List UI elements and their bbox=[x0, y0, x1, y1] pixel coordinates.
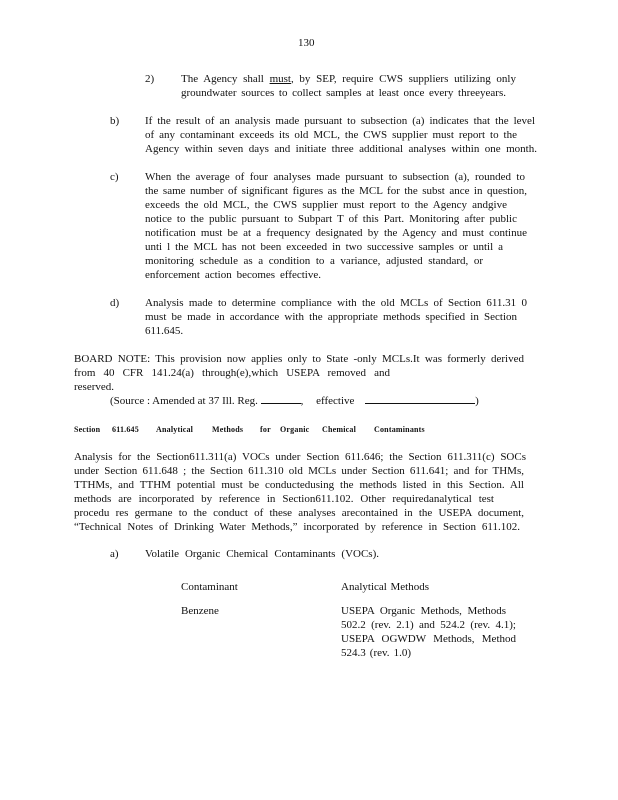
item-c-line-5: notification must be at a frequency designated by the Agency and must continue bbox=[145, 227, 527, 239]
item-d-label: d) bbox=[110, 297, 120, 309]
item-2-label: 2) bbox=[145, 73, 155, 85]
table-header-methods: Analytical Methods bbox=[341, 581, 429, 593]
item-b-line-1: If the result of an analysis made pursuant to subsection (a) indicates that the level bbox=[145, 115, 535, 127]
table-row-benzene-method-4: 524.3 (rev. 1.0) bbox=[341, 647, 411, 659]
item-c-line-7: monitoring schedule as a condition to a variance, adjusted standard, or bbox=[145, 255, 483, 267]
table-row-benzene-method-2: 502.2 (rev. 2.1) and 524.2 (rev. 4.1); bbox=[341, 619, 516, 631]
reg-blank bbox=[261, 403, 301, 404]
item-b-line-2: of any contaminant exceeds its old MCL, the CWS supplier must report to the bbox=[145, 129, 517, 141]
item-b-label: b) bbox=[110, 115, 120, 127]
board-note-line-2: from 40 CFR 141.24(a) through(e),which USEPA removed and reserved. bbox=[74, 367, 390, 393]
analysis-line-1: Analysis for the Section611.311(a) VOCs under Section 611.646; the Section 611.311(c) SOCs bbox=[74, 451, 526, 463]
analysis-line-4: methods are incorporated by reference in Section611.102. Other requiredanalytical test bbox=[74, 493, 494, 505]
table-row-benzene-method-1: USEPA Organic Methods, Methods bbox=[341, 605, 506, 617]
analysis-line-6: “Technical Notes of Drinking Water Methods,” incorporated by reference in Section 611.102. bbox=[74, 521, 520, 533]
page-number: 130 bbox=[298, 37, 315, 49]
board-note-line-1: BOARD NOTE: This provision now applies only to State -only MCLs.It was formerly derived bbox=[74, 353, 524, 365]
item-2-line-1: The Agency shall must, by SEP, require CWS suppliers utilizing only bbox=[181, 73, 516, 85]
analysis-line-2: under Section 611.648 ; the Section 611.310 old MCLs under Section 611.641; and for THMs, bbox=[74, 465, 524, 477]
item-c-line-8: enforcement action becomes effective. bbox=[145, 269, 321, 281]
table-row-benzene-method-3: USEPA OGWDW Methods, Method bbox=[341, 633, 516, 645]
item-c-line-4: notice to the public pursuant to Subpart T of this Part. Monitoring after public bbox=[145, 213, 517, 225]
source-line: (Source : Amended at 37 Ill. Reg. , effective ) bbox=[110, 395, 479, 407]
item-d-line-3: 611.645. bbox=[145, 325, 184, 337]
table-row-benzene-contaminant: Benzene bbox=[181, 605, 219, 617]
item-c-line-2: the same number of significant figures as the MCL for the subst ance in question, bbox=[145, 185, 527, 197]
table-header-contaminant: Contaminant bbox=[181, 581, 238, 593]
item-c-line-6: unti l the MCL has not been exceeded in two successive samples or until a bbox=[145, 241, 503, 253]
item-d-line-1: Analysis made to determine compliance with the old MCLs of Section 611.31 0 bbox=[145, 297, 527, 309]
item-c-label: c) bbox=[110, 171, 119, 183]
item-c-line-1: When the average of four analyses made pursuant to subsection (a), rounded to bbox=[145, 171, 525, 183]
item-d-line-2: must be made in accordance with the appropriate methods specified in Section bbox=[145, 311, 517, 323]
must-underlined: must bbox=[269, 73, 291, 85]
item-c-line-3: exceeds the old MCL, the CWS supplier must report to the Agency andgive bbox=[145, 199, 507, 211]
item-a-text: Volatile Organic Chemical Contaminants (VOCs). bbox=[145, 548, 379, 560]
analysis-line-5: procedu res germane to the conduct of these analyses arecontained in the USEPA document, bbox=[74, 507, 524, 519]
item-a-label: a) bbox=[110, 548, 119, 560]
effective-date-blank bbox=[365, 403, 475, 404]
item-b-line-3: Agency within seven days and initiate three additional analyses within one month. bbox=[145, 143, 537, 155]
item-2-line-2: groundwater sources to collect samples at least once every threeyears. bbox=[181, 87, 506, 99]
section-heading: Section 611.645 Analytical Methods for Organic Chemical Contaminants bbox=[74, 425, 425, 434]
analysis-line-3: TTHMs, and TTHM potential must be conductedusing the methods listed in this Section. All bbox=[74, 479, 524, 491]
